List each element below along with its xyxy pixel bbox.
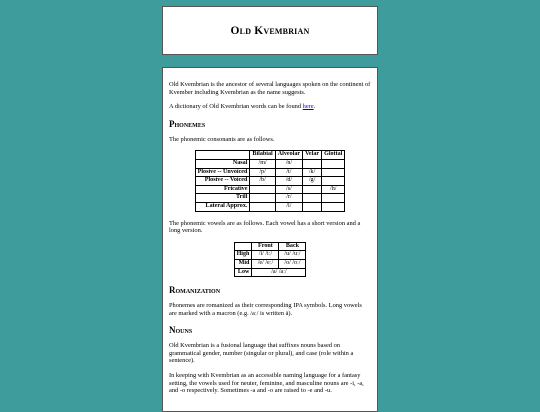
vowel-row bbox=[234, 268, 306, 277]
consonant-cell: /d/ bbox=[275, 177, 302, 186]
consonant-cell: /k/ bbox=[303, 168, 322, 177]
vowel-cell: /e/ /eː/ bbox=[252, 259, 279, 268]
vowel-row bbox=[234, 259, 306, 268]
consonant-cell bbox=[303, 202, 322, 211]
consonant-table bbox=[195, 150, 346, 211]
vowel-row-label: Mid bbox=[234, 259, 252, 268]
page-title: Old Kvembrian bbox=[230, 25, 310, 37]
dictionary-suffix: . bbox=[313, 103, 316, 111]
consonant-cell bbox=[303, 185, 322, 194]
consonant-cell: /h/ bbox=[322, 185, 345, 194]
consonant-cell bbox=[322, 159, 345, 168]
phonemes-heading: Phonemes bbox=[169, 118, 206, 129]
consonant-cell: /m/ bbox=[250, 159, 275, 168]
consonant-row-label: Plosive -- Unvoiced bbox=[195, 168, 250, 177]
consonant-row-label: Plosive -- Voiced bbox=[195, 177, 250, 186]
vowel-header: Front bbox=[252, 242, 279, 251]
vowel-row bbox=[234, 251, 306, 260]
consonant-cell bbox=[303, 194, 322, 203]
consonant-row bbox=[195, 168, 345, 177]
consonant-row-label: Trill bbox=[195, 194, 250, 203]
consonant-row bbox=[195, 159, 345, 168]
consonant-cell bbox=[322, 177, 345, 186]
consonant-header-row bbox=[195, 151, 345, 160]
consonant-cell bbox=[250, 202, 275, 211]
consonant-header: Alveolar bbox=[275, 151, 302, 160]
vowel-cell: /a/ /aː/ bbox=[252, 268, 306, 277]
consonant-header: Glottal bbox=[322, 151, 345, 160]
consonant-header bbox=[195, 151, 250, 160]
consonant-cell: /l/ bbox=[275, 202, 302, 211]
consonants-intro: The phonemic consonants are as follows. bbox=[169, 135, 275, 143]
consonant-header: Velar bbox=[303, 151, 322, 160]
consonant-row-label: Fricative bbox=[195, 185, 250, 194]
consonant-cell bbox=[250, 194, 275, 203]
consonant-cell: /r/ bbox=[275, 194, 302, 203]
vowel-cell: /i/ /iː/ bbox=[252, 251, 279, 260]
consonant-cell: /g/ bbox=[303, 177, 322, 186]
consonant-row-label: Lateral Approx. bbox=[195, 202, 250, 211]
nouns-paragraph-2: In keeping with Kvembrian as an accessible naming language for a fantasy setting, the vowels used for neuter, feminine, and masculine nouns are -i, -a, and -o respectively. Sometimes -a and -o are raised to -e and -u. bbox=[169, 372, 364, 395]
consonant-cell: /s/ bbox=[275, 185, 302, 194]
consonant-cell bbox=[322, 194, 345, 203]
romanization-heading: Romanization bbox=[169, 285, 221, 296]
vowel-header: Back bbox=[279, 242, 306, 251]
vowel-cell: /o/ /oː/ bbox=[279, 259, 306, 268]
consonant-row bbox=[195, 202, 345, 211]
consonant-cell bbox=[322, 168, 345, 177]
content-panel bbox=[162, 67, 378, 412]
consonant-row bbox=[195, 185, 345, 194]
dictionary-link[interactable]: here bbox=[302, 103, 314, 111]
nouns-heading: Nouns bbox=[169, 325, 193, 336]
vowel-row-label: Low bbox=[234, 268, 252, 277]
consonant-header: Bilabial bbox=[250, 151, 275, 160]
intro-paragraph: Old Kvembrian is the ancestor of several languages spoken on the continent of Kvember including Kvembrian as the name suggests. bbox=[169, 81, 371, 96]
consonant-cell: /n/ bbox=[275, 159, 302, 168]
consonant-cell bbox=[322, 202, 345, 211]
consonant-cell bbox=[250, 185, 275, 194]
consonant-row bbox=[195, 194, 345, 203]
consonant-cell bbox=[303, 159, 322, 168]
vowel-header-row bbox=[234, 242, 306, 251]
consonant-cell: /t/ bbox=[275, 168, 302, 177]
vowel-cell: /u/ /uː/ bbox=[279, 251, 306, 260]
consonant-cell: /p/ bbox=[250, 168, 275, 177]
vowel-table bbox=[234, 242, 307, 277]
romanization-paragraph: Phonemes are romanized as their corresponding IPA symbols. Long vowels are marked with a macron (e.g. /aː/ is written ā). bbox=[169, 302, 362, 317]
title-panel bbox=[162, 6, 378, 55]
vowel-row-label: High bbox=[234, 251, 252, 260]
consonant-cell: /b/ bbox=[250, 177, 275, 186]
dictionary-paragraph bbox=[169, 103, 371, 111]
dictionary-prefix: A dictionary of Old Kvembrian words can be found bbox=[169, 103, 303, 111]
consonant-row bbox=[195, 177, 345, 186]
vowels-intro: The phonemic vowels are as follows. Each vowel has a short version and a long version. bbox=[169, 219, 361, 235]
vowel-header bbox=[234, 242, 252, 251]
consonant-row-label: Nasal bbox=[195, 159, 250, 168]
nouns-paragraph-1: Old Kvembrian is a fusional language that suffixes nouns based on grammatical gender, number (singular or plural), and case (role within a sentence). bbox=[169, 342, 354, 365]
